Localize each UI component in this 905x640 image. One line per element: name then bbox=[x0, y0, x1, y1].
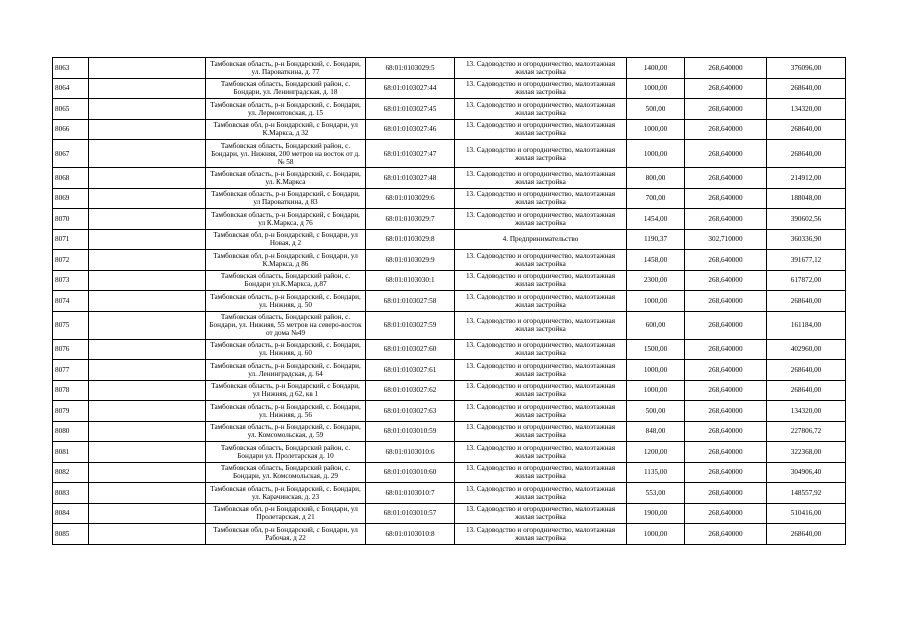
row-land-use: 13. Садоводство и огородничество, малоэтажная жилая застройка bbox=[455, 339, 627, 360]
row-specific-value: 268,640000 bbox=[685, 140, 767, 168]
row-area: 500,00 bbox=[627, 401, 685, 422]
row-address: Тамбовская область, Бондарский район, с. Бондари, ул. Ленинградская, д. 18 bbox=[206, 78, 366, 99]
row-number: 8068 bbox=[53, 168, 89, 189]
row-specific-value: 268,640000 bbox=[685, 524, 767, 545]
row-cadastral-value: 214912,00 bbox=[767, 168, 846, 189]
row-number: 8078 bbox=[53, 380, 89, 401]
row-specific-value: 268,640000 bbox=[685, 483, 767, 504]
row-cadastral-value: 268640,00 bbox=[767, 524, 846, 545]
row-spacer bbox=[89, 119, 206, 140]
row-cadastral-value: 268640,00 bbox=[767, 360, 846, 381]
row-spacer bbox=[89, 291, 206, 312]
row-number: 8074 bbox=[53, 291, 89, 312]
row-area: 1458,00 bbox=[627, 250, 685, 271]
row-land-use: 13. Садоводство и огородничество, малоэтажная жилая застройка bbox=[455, 270, 627, 291]
row-address: Тамбовская область, р-н Бондарский, с Бондари, ул К.Маркса, д 76 bbox=[206, 209, 366, 230]
row-area: 1135,00 bbox=[627, 462, 685, 483]
row-cadastral-number: 68:01:0103010:7 bbox=[366, 483, 455, 504]
table-row bbox=[53, 209, 846, 230]
row-specific-value: 268,640000 bbox=[685, 250, 767, 271]
table-row bbox=[53, 524, 846, 545]
row-land-use: 13. Садоводство и огородничество, малоэтажная жилая застройка bbox=[455, 119, 627, 140]
row-address: Тамбовская область, р-н Бондарский, с. Бондари, ул. Ленинградская, д. 64 bbox=[206, 360, 366, 381]
row-area: 1454,00 bbox=[627, 209, 685, 230]
row-address: Тамбовская область, р-н Бондарский, с. Бондари, ул. Нижняя, д. 50 bbox=[206, 291, 366, 312]
row-number: 8080 bbox=[53, 421, 89, 442]
row-specific-value: 268,640000 bbox=[685, 119, 767, 140]
row-address: Тамбовская область, р-н Бондарский, с. Бондари, ул. Лермонтовская, д. 15 bbox=[206, 99, 366, 120]
row-land-use: 13. Садоводство и огородничество, малоэтажная жилая застройка bbox=[455, 483, 627, 504]
row-land-use: 13. Садоводство и огородничество, малоэтажная жилая застройка bbox=[455, 168, 627, 189]
row-cadastral-number: 68:01:0103010:57 bbox=[366, 503, 455, 524]
row-land-use: 13. Садоводство и огородничество, малоэтажная жилая застройка bbox=[455, 401, 627, 422]
row-number: 8077 bbox=[53, 360, 89, 381]
row-land-use: 13. Садоводство и огородничество, малоэтажная жилая застройка bbox=[455, 188, 627, 209]
row-number: 8073 bbox=[53, 270, 89, 291]
row-cadastral-value: 360336,90 bbox=[767, 229, 846, 250]
table-row bbox=[53, 462, 846, 483]
row-land-use: 4. Предпринимательство bbox=[455, 229, 627, 250]
row-specific-value: 268,640000 bbox=[685, 339, 767, 360]
row-specific-value: 302,710000 bbox=[685, 229, 767, 250]
row-land-use: 13. Садоводство и огородничество, малоэтажная жилая застройка bbox=[455, 209, 627, 230]
row-number: 8076 bbox=[53, 339, 89, 360]
row-spacer bbox=[89, 58, 206, 79]
row-area: 1200,00 bbox=[627, 442, 685, 463]
row-cadastral-number: 68:01:0103029:7 bbox=[366, 209, 455, 230]
table-row bbox=[53, 119, 846, 140]
row-land-use: 13. Садоводство и огородничество, малоэтажная жилая застройка bbox=[455, 58, 627, 79]
row-cadastral-number: 68:01:0103027:59 bbox=[366, 311, 455, 339]
row-area: 1190,37 bbox=[627, 229, 685, 250]
row-spacer bbox=[89, 209, 206, 230]
row-specific-value: 268,640000 bbox=[685, 503, 767, 524]
row-cadastral-value: 268640,00 bbox=[767, 119, 846, 140]
row-specific-value: 268,640000 bbox=[685, 78, 767, 99]
row-land-use: 13. Садоводство и огородничество, малоэтажная жилая застройка bbox=[455, 311, 627, 339]
row-land-use: 13. Садоводство и огородничество, малоэтажная жилая застройка bbox=[455, 503, 627, 524]
row-spacer bbox=[89, 483, 206, 504]
table-row bbox=[53, 311, 846, 339]
row-spacer bbox=[89, 360, 206, 381]
row-cadastral-value: 376096,00 bbox=[767, 58, 846, 79]
row-address: Тамбовская обл, р-н Бондарский, с Бондари, ул Пролетарская, д 21 bbox=[206, 503, 366, 524]
row-spacer bbox=[89, 401, 206, 422]
table-row bbox=[53, 483, 846, 504]
row-number: 8065 bbox=[53, 99, 89, 120]
row-address: Тамбовская область, Бондарский район, с. Бондари, ул. Нижняя, 200 метров на восток от д. № 58 bbox=[206, 140, 366, 168]
row-area: 553,00 bbox=[627, 483, 685, 504]
row-cadastral-number: 68:01:0103010:60 bbox=[366, 462, 455, 483]
row-land-use: 13. Садоводство и огородничество, малоэтажная жилая застройка bbox=[455, 99, 627, 120]
table-row bbox=[53, 380, 846, 401]
row-area: 1000,00 bbox=[627, 360, 685, 381]
row-address: Тамбовская область, р-н Бондарский, с Бондари, ул Пароваткина, д 83 bbox=[206, 188, 366, 209]
row-cadastral-value: 391677,12 bbox=[767, 250, 846, 271]
row-cadastral-number: 68:01:0103027:47 bbox=[366, 140, 455, 168]
table-row bbox=[53, 442, 846, 463]
row-specific-value: 268,640000 bbox=[685, 401, 767, 422]
row-land-use: 13. Садоводство и огородничество, малоэтажная жилая застройка bbox=[455, 291, 627, 312]
row-cadastral-value: 161184,00 bbox=[767, 311, 846, 339]
table-row bbox=[53, 78, 846, 99]
table-row bbox=[53, 140, 846, 168]
row-number: 8071 bbox=[53, 229, 89, 250]
row-number: 8079 bbox=[53, 401, 89, 422]
row-cadastral-number: 68:01:0103010:6 bbox=[366, 442, 455, 463]
row-number: 8072 bbox=[53, 250, 89, 271]
row-address: Тамбовская область, Бондарский район, с. Бондари ул. Пролетарская д. 10 bbox=[206, 442, 366, 463]
row-address: Тамбовская обл, р-н Бондарский, с Бондари, ул Рабочая, д 22 bbox=[206, 524, 366, 545]
row-cadastral-number: 68:01:0103027:44 bbox=[366, 78, 455, 99]
row-land-use: 13. Садоводство и огородничество, малоэтажная жилая застройка bbox=[455, 442, 627, 463]
row-address: Тамбовская область, Бондарский район, с. Бондари, ул. Комсомольская, д. 29 bbox=[206, 462, 366, 483]
row-cadastral-value: 227806,72 bbox=[767, 421, 846, 442]
row-number: 8069 bbox=[53, 188, 89, 209]
row-address: Тамбовская область, Бондарский район, с. Бондари ул.К.Маркса, д.87 bbox=[206, 270, 366, 291]
row-land-use: 13. Садоводство и огородничество, малоэтажная жилая застройка bbox=[455, 380, 627, 401]
row-cadastral-value: 268640,00 bbox=[767, 291, 846, 312]
row-address: Тамбовская область, р-н Бондарский, с. Бондари, ул. Пароваткина, д. 77 bbox=[206, 58, 366, 79]
row-cadastral-number: 68:01:0103027:63 bbox=[366, 401, 455, 422]
row-spacer bbox=[89, 442, 206, 463]
row-land-use: 13. Садоводство и огородничество, малоэтажная жилая застройка bbox=[455, 78, 627, 99]
row-area: 1000,00 bbox=[627, 119, 685, 140]
table-row bbox=[53, 421, 846, 442]
table-row bbox=[53, 58, 846, 79]
row-address: Тамбовская обл, р-н Бондарский, с Бондари, ул Новая, д 2 bbox=[206, 229, 366, 250]
row-cadastral-value: 402960,00 bbox=[767, 339, 846, 360]
row-cadastral-value: 304906,40 bbox=[767, 462, 846, 483]
row-spacer bbox=[89, 503, 206, 524]
table-row bbox=[53, 168, 846, 189]
row-spacer bbox=[89, 168, 206, 189]
row-number: 8085 bbox=[53, 524, 89, 545]
row-spacer bbox=[89, 524, 206, 545]
row-cadastral-number: 68:01:0103027:62 bbox=[366, 380, 455, 401]
row-number: 8083 bbox=[53, 483, 89, 504]
row-specific-value: 268,640000 bbox=[685, 380, 767, 401]
row-address: Тамбовская область, Бондарский район, с. Бондари, ул. Нижняя, 55 метров на северо-восток от дома №49 bbox=[206, 311, 366, 339]
row-cadastral-value: 617872,00 bbox=[767, 270, 846, 291]
row-cadastral-number: 68:01:0103029:6 bbox=[366, 188, 455, 209]
row-land-use: 13. Садоводство и огородничество, малоэтажная жилая застройка bbox=[455, 462, 627, 483]
row-cadastral-number: 68:01:0103010:59 bbox=[366, 421, 455, 442]
table-row bbox=[53, 270, 846, 291]
row-address: Тамбовская область, р-н Бондарский, с Бондари, ул Нижняя, д 62, кв 1 bbox=[206, 380, 366, 401]
row-cadastral-value: 322368,00 bbox=[767, 442, 846, 463]
row-cadastral-number: 68:01:0103027:48 bbox=[366, 168, 455, 189]
row-cadastral-number: 68:01:0103029:9 bbox=[366, 250, 455, 271]
row-address: Тамбовская область, р-н Бондарский, с. Бондари, ул. К.Маркса bbox=[206, 168, 366, 189]
cadastral-value-table bbox=[52, 57, 846, 545]
row-spacer bbox=[89, 99, 206, 120]
row-number: 8084 bbox=[53, 503, 89, 524]
row-cadastral-number: 68:01:0103029:5 bbox=[366, 58, 455, 79]
row-cadastral-number: 68:01:0103027:58 bbox=[366, 291, 455, 312]
row-specific-value: 268,640000 bbox=[685, 188, 767, 209]
row-spacer bbox=[89, 380, 206, 401]
row-cadastral-number: 68:01:0103027:61 bbox=[366, 360, 455, 381]
table-row bbox=[53, 360, 846, 381]
table-row bbox=[53, 99, 846, 120]
row-cadastral-value: 268640,00 bbox=[767, 140, 846, 168]
row-area: 600,00 bbox=[627, 311, 685, 339]
row-area: 2300,00 bbox=[627, 270, 685, 291]
row-spacer bbox=[89, 188, 206, 209]
row-specific-value: 268,640000 bbox=[685, 270, 767, 291]
row-spacer bbox=[89, 229, 206, 250]
row-cadastral-value: 188048,00 bbox=[767, 188, 846, 209]
row-area: 1000,00 bbox=[627, 524, 685, 545]
row-cadastral-value: 134320,00 bbox=[767, 401, 846, 422]
row-number: 8067 bbox=[53, 140, 89, 168]
row-spacer bbox=[89, 270, 206, 291]
row-area: 800,00 bbox=[627, 168, 685, 189]
row-number: 8070 bbox=[53, 209, 89, 230]
row-spacer bbox=[89, 462, 206, 483]
row-land-use: 13. Садоводство и огородничество, малоэтажная жилая застройка bbox=[455, 524, 627, 545]
table-row bbox=[53, 188, 846, 209]
row-area: 1000,00 bbox=[627, 380, 685, 401]
row-specific-value: 268,640000 bbox=[685, 442, 767, 463]
row-address: Тамбовская область, р-н Бондарский, с. Бондари, ул. Карачинская, д. 23 bbox=[206, 483, 366, 504]
row-specific-value: 268,640000 bbox=[685, 209, 767, 230]
row-area: 1000,00 bbox=[627, 140, 685, 168]
row-spacer bbox=[89, 250, 206, 271]
row-number: 8081 bbox=[53, 442, 89, 463]
table-row bbox=[53, 291, 846, 312]
row-cadastral-number: 68:01:0103027:46 bbox=[366, 119, 455, 140]
row-land-use: 13. Садоводство и огородничество, малоэтажная жилая застройка bbox=[455, 360, 627, 381]
row-specific-value: 268,640000 bbox=[685, 462, 767, 483]
row-specific-value: 268,640000 bbox=[685, 291, 767, 312]
table-row bbox=[53, 503, 846, 524]
row-cadastral-value: 268640,00 bbox=[767, 380, 846, 401]
row-cadastral-number: 68:01:0103010:8 bbox=[366, 524, 455, 545]
table-row bbox=[53, 250, 846, 271]
row-specific-value: 268,640000 bbox=[685, 58, 767, 79]
row-number: 8075 bbox=[53, 311, 89, 339]
row-spacer bbox=[89, 78, 206, 99]
row-land-use: 13. Садоводство и огородничество, малоэтажная жилая застройка bbox=[455, 140, 627, 168]
row-number: 8064 bbox=[53, 78, 89, 99]
row-address: Тамбовская область, р-н Бондарский, с. Бондари, ул. Комсомольская, д. 59 bbox=[206, 421, 366, 442]
row-land-use: 13. Садоводство и огородничество, малоэтажная жилая застройка bbox=[455, 421, 627, 442]
row-area: 1500,00 bbox=[627, 339, 685, 360]
row-number: 8063 bbox=[53, 58, 89, 79]
row-specific-value: 268,640000 bbox=[685, 360, 767, 381]
row-cadastral-value: 268640,00 bbox=[767, 78, 846, 99]
table-row bbox=[53, 401, 846, 422]
row-cadastral-number: 68:01:0103027:45 bbox=[366, 99, 455, 120]
table-row bbox=[53, 229, 846, 250]
row-number: 8082 bbox=[53, 462, 89, 483]
row-address: Тамбовская обл, р-н Бондарский, с Бондари, ул К.Маркса, д 86 bbox=[206, 250, 366, 271]
row-spacer bbox=[89, 339, 206, 360]
row-cadastral-value: 510416,00 bbox=[767, 503, 846, 524]
row-specific-value: 268,640000 bbox=[685, 311, 767, 339]
row-address: Тамбовская область, р-н Бондарский, с. Бондари, ул. Нижняя, д. 56 bbox=[206, 401, 366, 422]
row-area: 700,00 bbox=[627, 188, 685, 209]
row-area: 500,00 bbox=[627, 99, 685, 120]
row-cadastral-number: 68:01:0103030:1 bbox=[366, 270, 455, 291]
row-area: 1400,00 bbox=[627, 58, 685, 79]
row-land-use: 13. Садоводство и огородничество, малоэтажная жилая застройка bbox=[455, 250, 627, 271]
row-cadastral-number: 68:01:0103027:60 bbox=[366, 339, 455, 360]
row-spacer bbox=[89, 311, 206, 339]
row-spacer bbox=[89, 140, 206, 168]
row-address: Тамбовская область, р-н Бондарский, с. Бондари, ул. Нижняя, д. 60 bbox=[206, 339, 366, 360]
row-address: Тамбовская обл, р-н Бондарский, с Бондари, ул К.Маркса, д 32 bbox=[206, 119, 366, 140]
row-cadastral-value: 390602,56 bbox=[767, 209, 846, 230]
row-specific-value: 268,640000 bbox=[685, 421, 767, 442]
row-area: 1900,00 bbox=[627, 503, 685, 524]
row-specific-value: 268,640000 bbox=[685, 168, 767, 189]
row-area: 1000,00 bbox=[627, 291, 685, 312]
row-area: 1000,00 bbox=[627, 78, 685, 99]
row-area: 848,00 bbox=[627, 421, 685, 442]
row-spacer bbox=[89, 421, 206, 442]
table-row bbox=[53, 339, 846, 360]
row-number: 8066 bbox=[53, 119, 89, 140]
row-specific-value: 268,640000 bbox=[685, 99, 767, 120]
row-cadastral-value: 134320,00 bbox=[767, 99, 846, 120]
row-cadastral-value: 148557,92 bbox=[767, 483, 846, 504]
row-cadastral-number: 68:01:0103029:8 bbox=[366, 229, 455, 250]
